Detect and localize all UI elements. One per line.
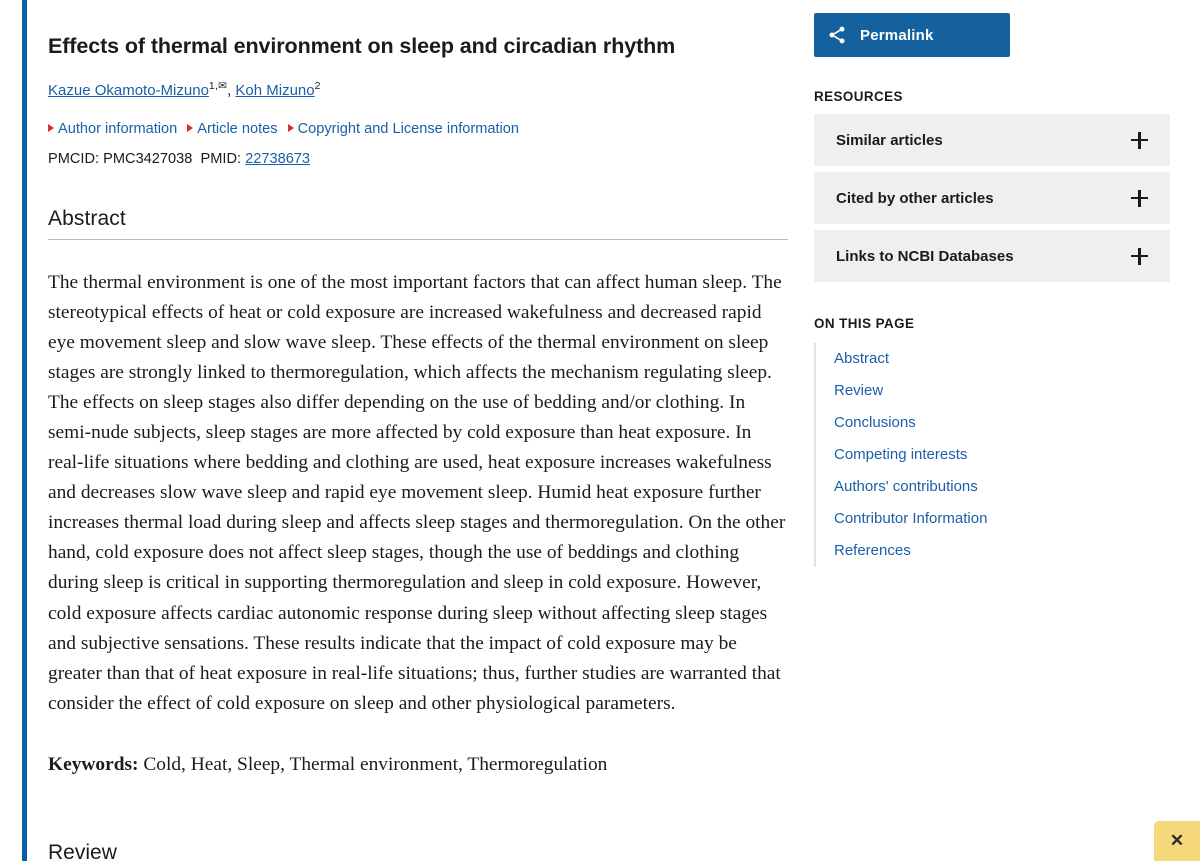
triangle-right-icon [48, 124, 54, 132]
accordion-item-similar-articles[interactable] [814, 114, 1170, 166]
resources-accordion [814, 114, 1170, 282]
on-this-page-item-conclusions[interactable]: Conclusions [834, 414, 916, 431]
article-notes-label: Article notes [197, 120, 278, 137]
permalink-label: Permalink [860, 26, 934, 44]
triangle-right-icon [288, 124, 294, 132]
author-link-1[interactable]: Kazue Okamoto-Mizuno [48, 81, 209, 99]
accordion-item-cited-by[interactable] [814, 172, 1170, 224]
pmcid-value: PMC3427038 [103, 151, 193, 168]
pmcid-label: PMCID: [48, 151, 100, 168]
author-separator: , [227, 81, 236, 99]
keywords-line [48, 750, 788, 780]
author-link-2[interactable]: Koh Mizuno [235, 81, 315, 99]
on-this-page-item-authors-contributions[interactable]: Authors' contributions [834, 478, 978, 495]
author-list [48, 80, 788, 100]
keywords-value: Cold, Heat, Sleep, Thermal environment, Thermoregulation [143, 753, 608, 775]
feedback-tab[interactable] [1154, 821, 1200, 861]
article-notes-link[interactable] [187, 121, 277, 137]
permalink-button[interactable] [814, 13, 1010, 57]
feedback-tab-icon: ✕ [1169, 831, 1185, 850]
plus-icon [1131, 132, 1148, 149]
plus-icon [1131, 248, 1148, 265]
accordion-label: Cited by other articles [836, 189, 994, 207]
plus-icon [1131, 190, 1148, 207]
on-this-page-nav [814, 343, 1170, 567]
resources-heading: RESOURCES [814, 89, 903, 104]
copyright-license-link[interactable] [288, 121, 519, 137]
copyright-license-label: Copyright and License information [297, 120, 520, 137]
identifier-line [48, 151, 788, 169]
sidebar [814, 0, 1170, 567]
pmid-label: PMID: [200, 151, 242, 168]
on-this-page-heading: ON THIS PAGE [814, 316, 915, 331]
author-information-link[interactable] [48, 121, 177, 137]
on-this-page-item-review[interactable]: Review [834, 382, 884, 399]
article-meta-links [48, 121, 788, 139]
left-accent-rail [22, 0, 27, 861]
abstract-heading: Abstract [48, 169, 788, 240]
accordion-label: Similar articles [836, 131, 943, 149]
accordion-item-ncbi-databases[interactable] [814, 230, 1170, 282]
share-icon [814, 25, 860, 45]
abstract-text: The thermal environment is one of the most important factors that can affect human sleep. The stereotypical effects of heat or cold exposure are increased wakefulness and decreased rapid eye movement sleep and slow wave sleep. These effects of the thermal environment on sleep stages are strongly linked to thermoregulation, which affects the mechanism regulating sleep. The effects on sleep stages also differ depending on the use of bedding and/or clothing. In semi-nude subjects, sleep stages are more affected by cold exposure than heat exposure. In real-life situations where bedding and clothing are used, heat exposure increases wakefulness and decreases slow wave sleep and rapid eye movement sleep. Humid heat exposure further increases thermal load during sleep and affects sleep stages and thermoregulation. On the other hand, cold exposure does not affect sleep stages, though the use of beddings and clothing during sleep is critical in supporting thermoregulation and sleep in cold exposure. However, cold exposure affects cardiac autonomic response during sleep without affecting sleep stages and subjective sensations. These results indicate that the impact of cold exposure may be greater than that of heat exposure in real-life situations; thus, further studies are warranted that consider the effect of cold exposure on sleep and other physiological parameters. [48, 271, 786, 714]
author-affiliation-sup-1: 1,✉ [208, 79, 228, 92]
accordion-label: Links to NCBI Databases [836, 247, 1014, 265]
article-main-column [48, 0, 788, 861]
on-this-page-item-abstract[interactable]: Abstract [834, 350, 890, 367]
author-information-label: Author information [58, 120, 178, 137]
review-heading: Review [48, 841, 117, 861]
on-this-page-item-references[interactable]: References [834, 542, 911, 559]
on-this-page-item-competing-interests[interactable]: Competing interests [834, 446, 968, 463]
triangle-right-icon [187, 124, 193, 132]
on-this-page-item-contributor-information[interactable]: Contributor Information [834, 510, 988, 527]
author-affiliation-sup-2: 2 [314, 79, 321, 92]
page-title: Effects of thermal environment on sleep and circadian rhythm [48, 34, 676, 58]
keywords-label: Keywords: [48, 753, 139, 775]
pmid-link[interactable]: 22738673 [245, 151, 311, 168]
